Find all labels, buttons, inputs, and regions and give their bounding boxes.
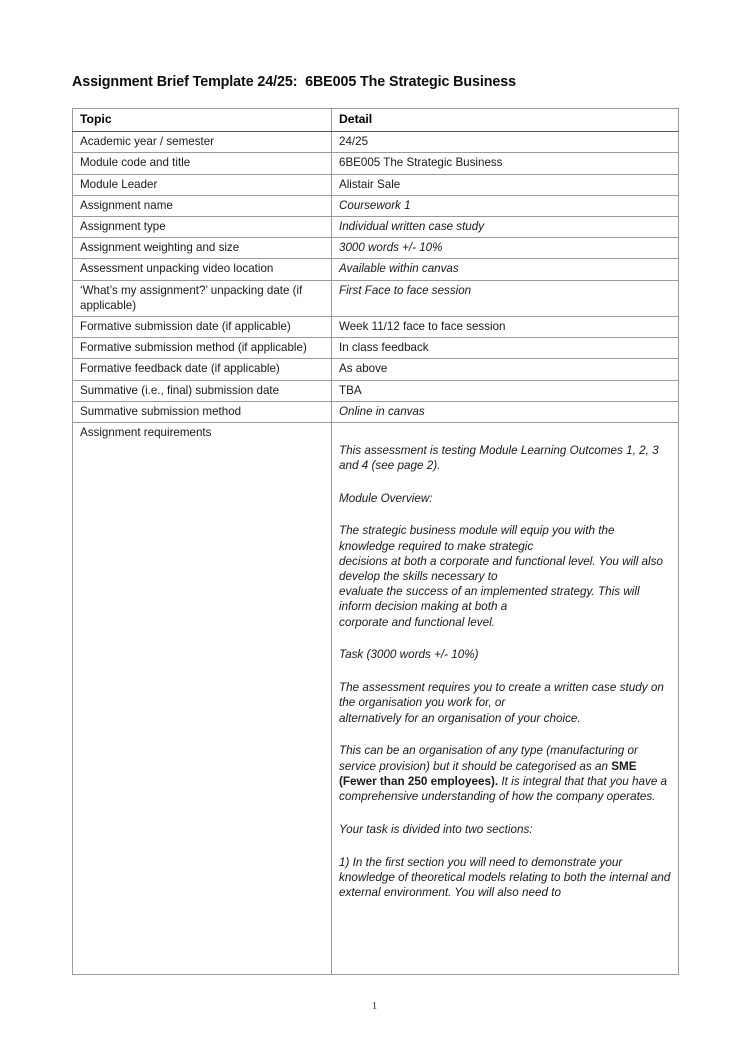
spacer-line <box>339 506 672 524</box>
requirements-paragraph-case-study-line-2: alternatively for an organisation of your choice. <box>339 711 581 725</box>
page-number: 1 <box>371 1000 378 1012</box>
row-topic: Module Leader <box>73 174 332 195</box>
table-row <box>73 359 679 380</box>
row-topic: Assignment weighting and size <box>73 238 332 259</box>
row-detail: As above <box>332 359 679 380</box>
row-topic: Assignment requirements <box>73 423 332 975</box>
row-topic: Summative submission method <box>73 401 332 422</box>
table-row <box>73 238 679 259</box>
requirements-paragraph-overview-line-1: The strategic business module will equip you with the knowledge required to make strategic <box>339 524 615 553</box>
table-row <box>73 153 679 174</box>
row-detail-requirements <box>332 423 679 975</box>
requirements-heading-task: Task (3000 words +/- 10%) <box>339 648 479 662</box>
spacer-line <box>339 837 672 855</box>
requirements-paragraph-sme <box>339 743 672 804</box>
row-detail: 3000 words +/- 10% <box>332 238 679 259</box>
row-topic: Assignment type <box>73 217 332 238</box>
table-row <box>73 217 679 238</box>
requirements-paragraph-section-one: 1) In the first section you will need to demonstrate your knowledge of theoretical models relating to both the internal and external environment. You will also need to <box>339 855 671 900</box>
row-detail: Available within canvas <box>332 259 679 280</box>
table-row <box>73 317 679 338</box>
row-detail: Online in canvas <box>332 401 679 422</box>
row-topic: Formative feedback date (if applicable) <box>73 359 332 380</box>
requirements-paragraph-overview-line-4: corporate and functional level. <box>339 615 495 629</box>
spacer-line <box>339 804 672 822</box>
row-topic: Formative submission method (if applicable) <box>73 338 332 359</box>
requirements-paragraph-two-sections: Your task is divided into two sections: <box>339 822 533 836</box>
column-header-detail: Detail <box>332 109 679 132</box>
row-detail: First Face to face session <box>332 280 679 316</box>
row-detail: Coursework 1 <box>332 195 679 216</box>
row-topic: Formative submission date (if applicable) <box>73 317 332 338</box>
spacer-line <box>339 663 672 681</box>
row-detail: In class feedback <box>332 338 679 359</box>
row-detail: 24/25 <box>332 132 679 153</box>
row-detail: Alistair Sale <box>332 174 679 195</box>
row-topic: Assessment unpacking video location <box>73 259 332 280</box>
column-header-topic: Topic <box>73 109 332 132</box>
table-row <box>73 380 679 401</box>
table-row <box>73 174 679 195</box>
table-header-row <box>73 109 679 132</box>
assignment-brief-table <box>72 108 679 975</box>
table-row <box>73 401 679 422</box>
requirements-paragraph-overview-line-3: evaluate the success of an implemented strategy. This will inform decision making at both a <box>339 585 640 614</box>
requirements-sme-emphasis: SME (Fewer than 250 employees). <box>339 759 637 788</box>
table-row <box>73 280 679 316</box>
row-detail: Week 11/12 face to face session <box>332 317 679 338</box>
table-body <box>73 132 679 975</box>
requirements-paragraph-case-study-line-1: The assessment requires you to create a written case study on the organisation you work for, or <box>339 681 664 710</box>
spacer-line <box>339 473 672 491</box>
table-header <box>73 109 679 132</box>
requirements-sme-text-before: This can be an organisation of any type (manufacturing or service provision) but it should be categorised as an <box>339 744 638 773</box>
requirements-sme-text-after: It is integral that that you have a comprehensive understanding of how the company operates. <box>339 774 668 804</box>
requirements-paragraph-learning-outcomes: This assessment is testing Module Learning Outcomes 1, 2, 3 and 4 (see page 2). <box>339 443 659 472</box>
row-topic: ‘What’s my assignment?’ unpacking date (if applicable) <box>73 280 332 316</box>
row-detail: 6BE005 The Strategic Business <box>332 153 679 174</box>
row-detail: TBA <box>332 380 679 401</box>
spacer-line <box>339 630 672 648</box>
row-detail: Individual written case study <box>332 217 679 238</box>
requirements-paragraph-overview-line-2: decisions at both a corporate and functional level. You will also develop the skills necessary to <box>339 554 663 584</box>
table-row-assignment-requirements <box>73 423 679 975</box>
row-topic: Assignment name <box>73 195 332 216</box>
row-topic: Summative (i.e., final) submission date <box>73 380 332 401</box>
row-topic: Academic year / semester <box>73 132 332 153</box>
row-topic: Module code and title <box>73 153 332 174</box>
requirements-heading-module-overview: Module Overview: <box>339 491 433 505</box>
table-row <box>73 338 679 359</box>
table-row <box>73 259 679 280</box>
table-row <box>73 195 679 216</box>
page-title: Assignment Brief Template 24/25: 6BE005 The Strategic Business <box>72 74 516 90</box>
table-row <box>73 132 679 153</box>
spacer-line <box>339 726 672 744</box>
spacer-line <box>339 425 672 443</box>
